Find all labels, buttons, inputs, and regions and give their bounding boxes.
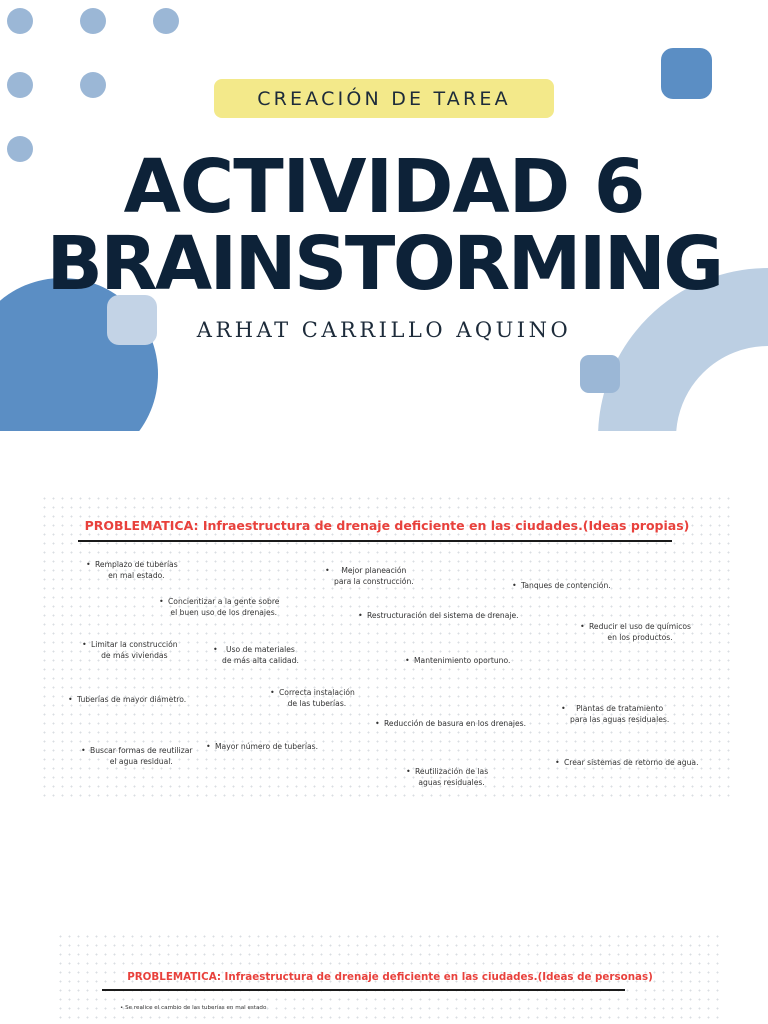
task-tag: CREACIÓN DE TAREA xyxy=(214,79,554,118)
idea-item: • Buscar formas de reutilizar el agua residual. xyxy=(90,746,193,767)
brainstorm-board-people-ideas xyxy=(56,932,724,1024)
idea-item: • Plantas de tratamiento para las aguas residuales. xyxy=(570,704,669,725)
problem-heading: PROBLEMATICA: Infraestructura de drenaje deficiente en las ciudades.(Ideas propias) xyxy=(84,518,690,533)
idea-item: • Se realice el cambio de las tuberías en mal estado xyxy=(120,1005,267,1011)
idea-item: • Crear sistemas de retorno de agua. xyxy=(564,758,699,769)
page-title-line1: ACTIVIDAD 6 xyxy=(123,144,645,230)
idea-item: • Restructuración del sistema de drenaje. xyxy=(367,611,519,622)
author-name: ARHAT CARRILLO AQUINO xyxy=(196,318,572,342)
idea-item: • Remplazo de tuberías en mal estado. xyxy=(95,560,178,581)
idea-item: • Reducir el uso de químicos en los productos. xyxy=(589,622,691,643)
idea-item: • Uso de materiales de más alta calidad. xyxy=(222,645,299,666)
cover-page xyxy=(0,0,768,431)
idea-item: • Mejor planeación para la construcción. xyxy=(334,566,414,587)
idea-item: • Limitar la construcción de más viviendas xyxy=(91,640,178,661)
idea-item: • Mantenimiento oportuno. xyxy=(414,656,510,667)
page-title-line2: BRAINSTORMING xyxy=(46,221,722,307)
idea-item: • Correcta instalación de las tuberías. xyxy=(279,688,355,709)
heading-underline xyxy=(78,540,672,542)
decor-dot xyxy=(7,72,33,98)
idea-item: • Tuberías de mayor diámetro. xyxy=(77,695,186,706)
decor-square xyxy=(661,48,712,99)
heading-underline xyxy=(102,989,625,991)
idea-item: • Mayor número de tuberías. xyxy=(215,742,318,753)
decor-square xyxy=(580,355,620,393)
decor-dot xyxy=(80,72,106,98)
decor-dot xyxy=(153,8,179,34)
idea-item: • Reducción de basura en los drenajes. xyxy=(384,719,526,730)
decor-dot xyxy=(7,8,33,34)
problem-heading: PROBLEMATICA: Infraestructura de drenaje deficiente en las ciudades.(Ideas de personas) xyxy=(127,971,653,983)
brainstorm-board-own-ideas xyxy=(40,494,734,800)
decor-dot xyxy=(80,8,106,34)
idea-item: • Concientizar a la gente sobre el buen uso de los drenajes. xyxy=(168,597,279,618)
idea-item: • Tanques de contención. xyxy=(521,581,611,592)
idea-item: • Reutilización de las aguas residuales. xyxy=(415,767,488,788)
